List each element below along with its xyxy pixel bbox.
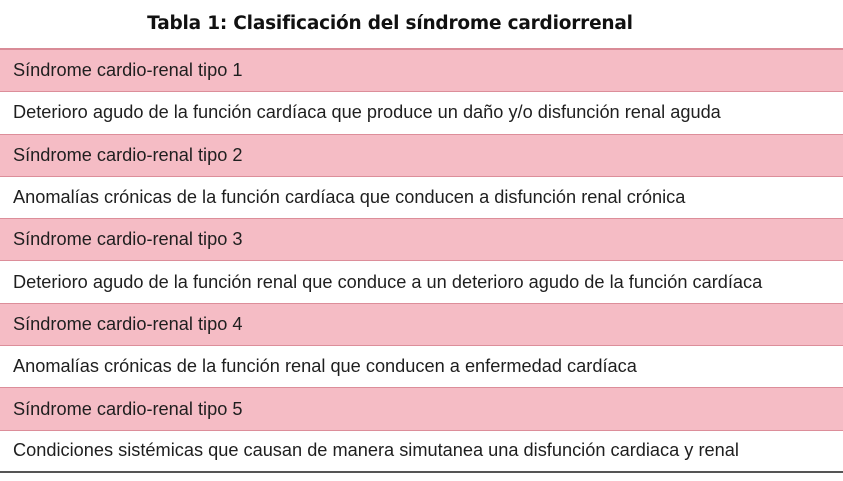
syndrome-description-row-4: Anomalías crónicas de la función renal que conducen a enfermedad cardíaca [0,346,843,388]
syndrome-description-row-1: Deterioro agudo de la función cardíaca que produce un daño y/o disfunción renal aguda [0,92,843,134]
classification-table [0,48,843,473]
syndrome-type-row-3: Síndrome cardio-renal tipo 3 [0,219,843,261]
syndrome-type-row-2: Síndrome cardio-renal tipo 2 [0,135,843,177]
syndrome-type-row-4: Síndrome cardio-renal tipo 4 [0,304,843,346]
syndrome-description-row-3: Deterioro agudo de la función renal que conduce a un deterioro agudo de la función cardíaca [0,261,843,303]
syndrome-description-row-5: Condiciones sistémicas que causan de manera simutanea una disfunción cardiaca y renal [0,431,843,473]
syndrome-type-row-5: Síndrome cardio-renal tipo 5 [0,388,843,430]
syndrome-description-row-2: Anomalías crónicas de la función cardíaca que conducen a disfunción renal crónica [0,177,843,219]
table-title: Tabla 1: Clasificación del síndrome cardiorrenal [147,13,633,34]
syndrome-type-row-1: Síndrome cardio-renal tipo 1 [0,50,843,92]
